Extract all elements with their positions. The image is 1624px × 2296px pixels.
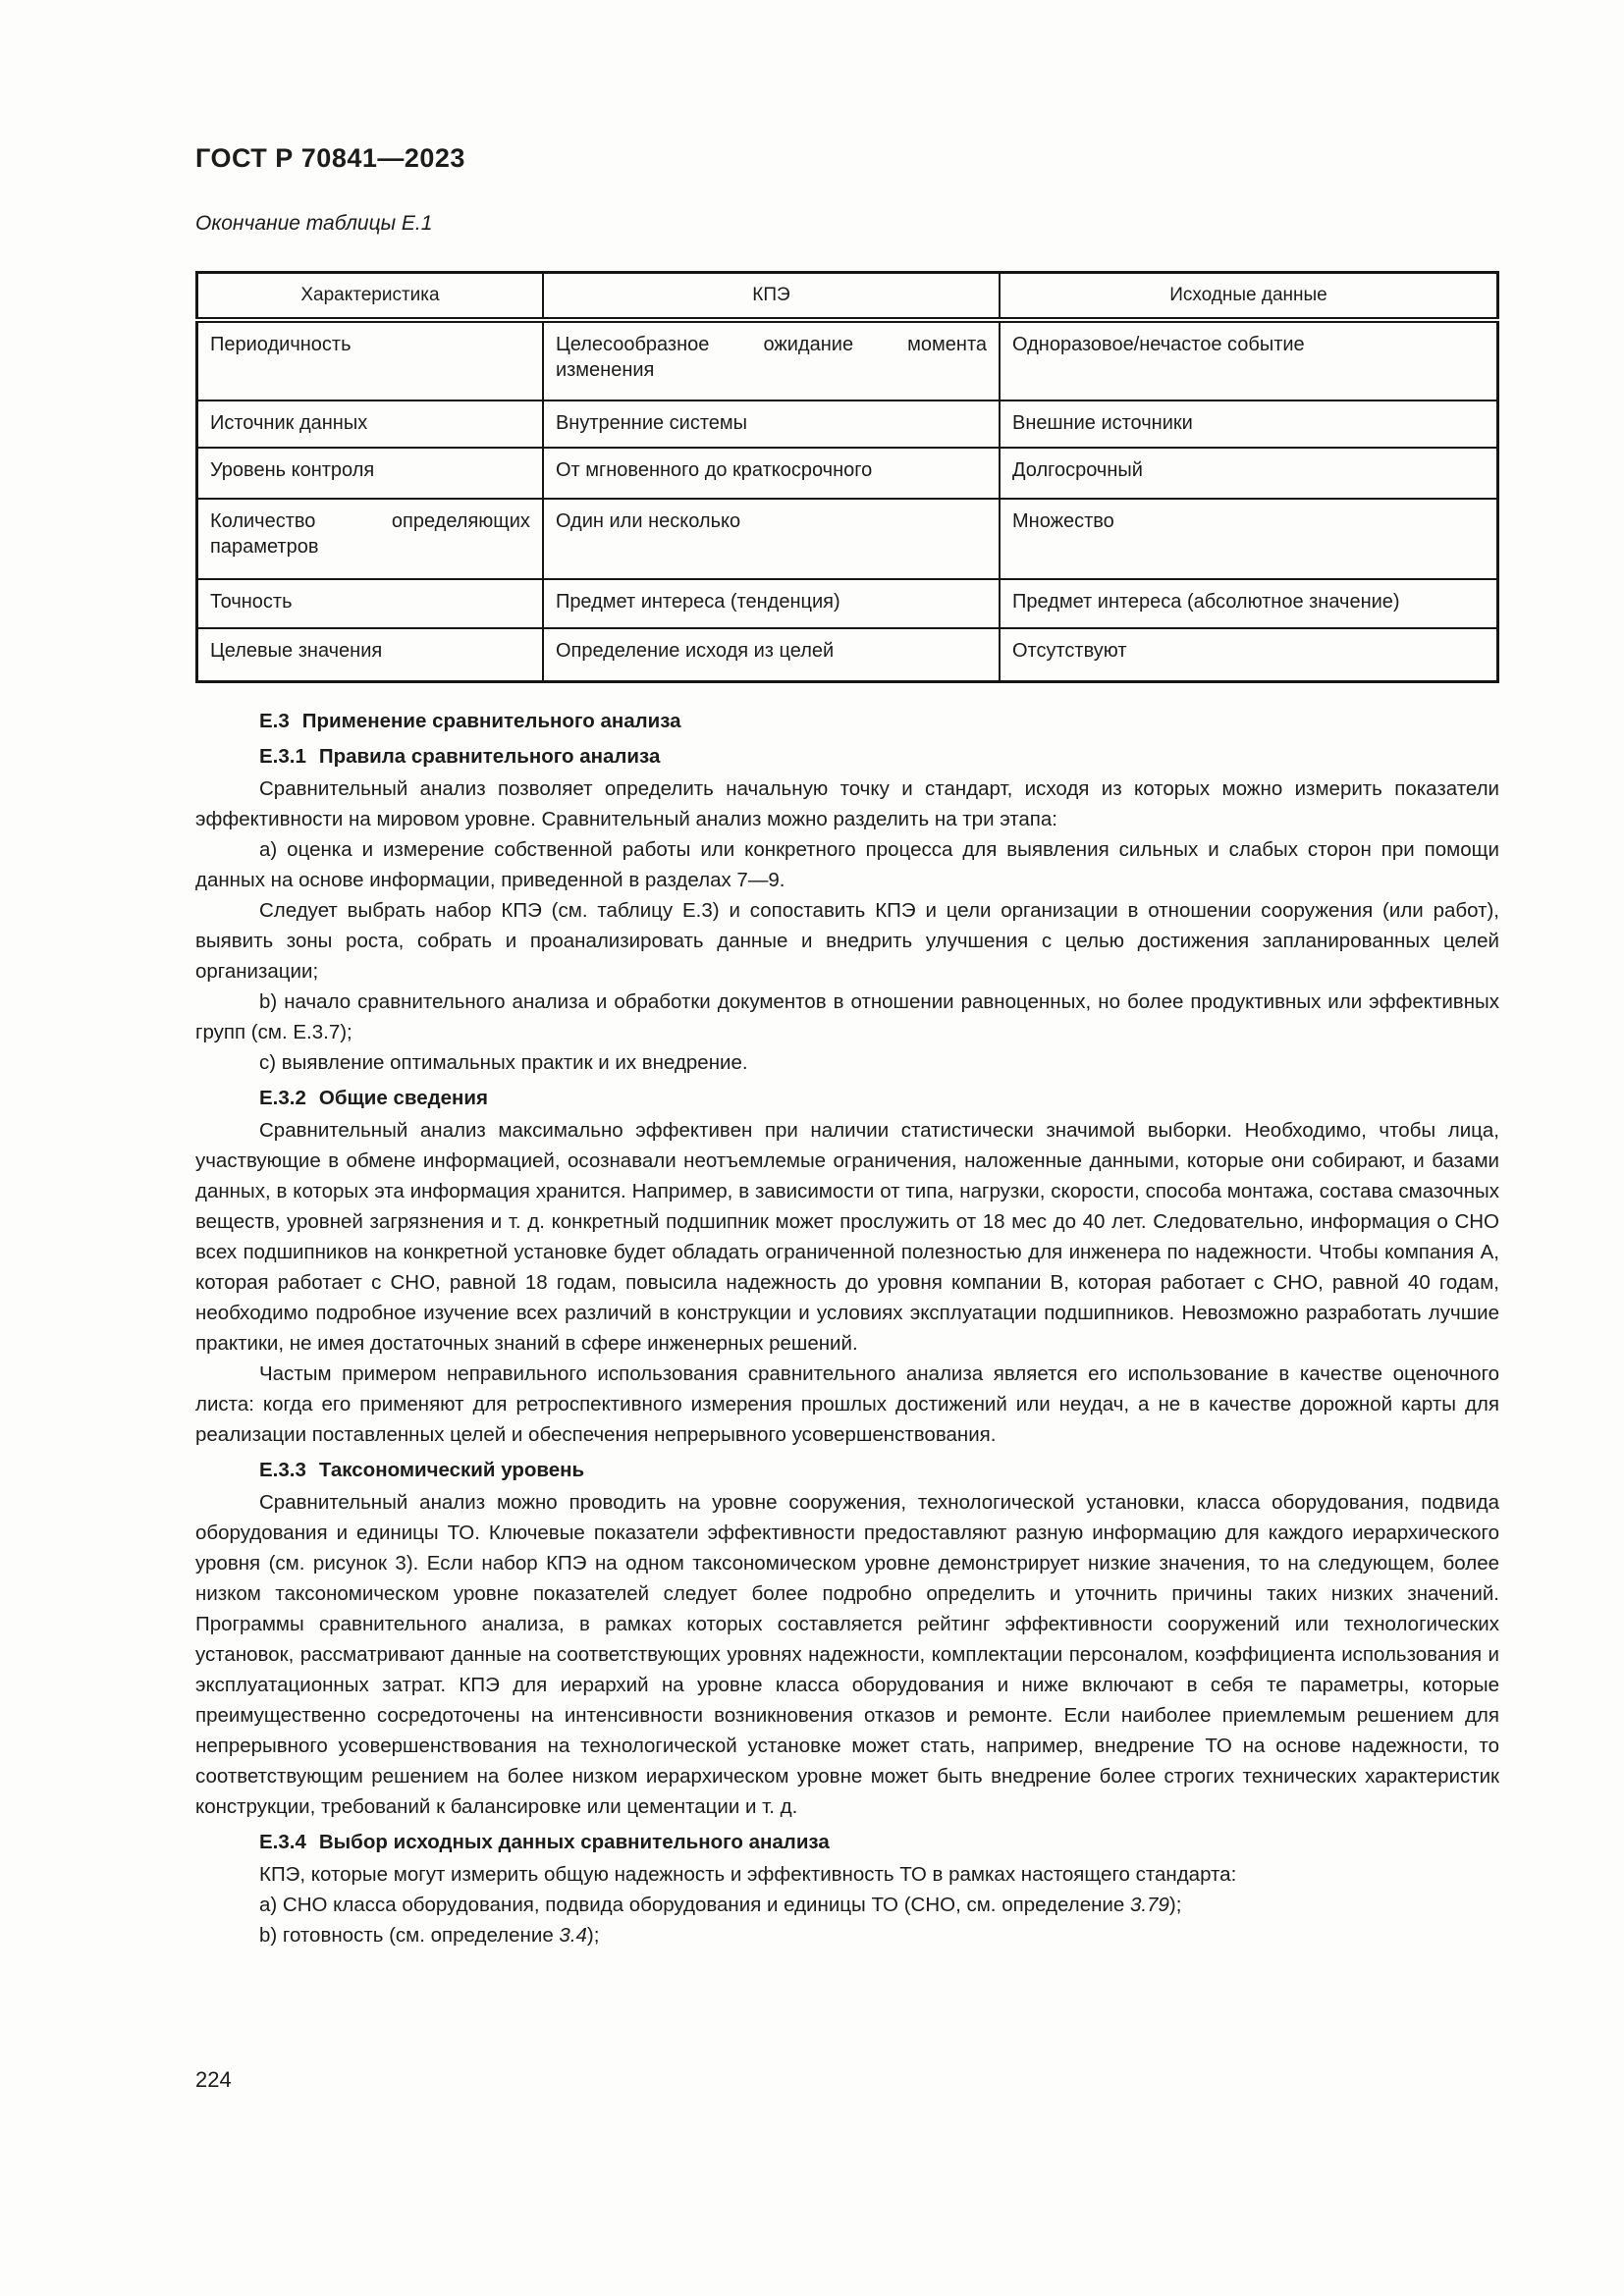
- table-header-source-data: Исходные данные: [1000, 273, 1498, 321]
- table-cell: Точность: [197, 579, 543, 628]
- table-row: [197, 400, 1498, 448]
- list-item-text: a) СНО класса оборудования, подвида оборудования и единицы ТО (СНО, см. определение: [259, 1894, 1130, 1916]
- section-heading-e32: [195, 1083, 1499, 1113]
- table-row: [197, 628, 1498, 682]
- list-item-a: a) оценка и измерение собственной работы или конкретного процесса для выявления сильных и слабых сторон при помощи данных на основе информации, приведенной в разделах 7—9.: [195, 838, 1499, 891]
- table-row: [197, 448, 1498, 499]
- body-text: [195, 701, 1499, 1950]
- section-title: Применение сравнительного анализа: [301, 710, 681, 732]
- table-cell: Источник данных: [197, 400, 543, 448]
- section-number: Е.3.4: [259, 1831, 306, 1853]
- table-row: [197, 579, 1498, 628]
- table-cell: Долгосрочный: [1000, 448, 1498, 499]
- section-heading-e31: [195, 741, 1499, 772]
- section-title: Выбор исходных данных сравнительного анализа: [318, 1831, 830, 1853]
- list-item-c: c) выявление оптимальных практик и их внедрение.: [259, 1051, 748, 1074]
- paragraph: Сравнительный анализ позволяет определить начальную точку и стандарт, исходя из которых можно измерить показатели эффективности на мировом уровне. Сравнительный анализ можно разделить на три этапа:: [195, 777, 1499, 830]
- section-title: Общие сведения: [318, 1087, 488, 1109]
- table-e1-container: [195, 271, 1499, 683]
- section-heading-e3: [195, 706, 1499, 736]
- paragraph: Следует выбрать набор КПЭ (см. таблицу Е.3) и сопоставить КПЭ и цели организации в отношении сооружения (или работ), выявить зоны роста, собрать и проанализировать данные и внедрить улучшения с целью достижения запланированных целей организации;: [195, 899, 1499, 983]
- table-e1: [195, 271, 1499, 683]
- definition-reference: 3.79: [1129, 1894, 1169, 1916]
- list-item-b: [195, 1920, 1499, 1950]
- page-number: 224: [195, 2067, 232, 2092]
- table-cell: Уровень контроля: [197, 448, 543, 499]
- definition-reference: 3.4: [559, 1924, 587, 1947]
- paragraph: Частым примером неправильного использования сравнительного анализа является его использование в качестве оценочного листа: когда его применяют для ретроспективного измерения прошлых достижений или неудач, а не в качестве дорожной карты для реализации поставленных целей и обеспечения непрерывного усовершенствования.: [195, 1362, 1499, 1446]
- section-number: Е.3.2: [259, 1087, 306, 1109]
- table-cell: От мгновенного до краткосрочного: [543, 448, 1000, 499]
- section-heading-e33: [195, 1455, 1499, 1485]
- section-number: Е.3.1: [259, 745, 306, 768]
- table-cell: Множество: [1000, 499, 1498, 579]
- section-title: Таксономический уровень: [318, 1459, 585, 1481]
- table-cell: Одноразовое/нечастое событие: [1000, 320, 1498, 400]
- table-cell: Отсутствуют: [1000, 628, 1498, 682]
- list-item-a: [195, 1890, 1499, 1920]
- section-number: Е.3.3: [259, 1459, 306, 1481]
- list-item-text: );: [586, 1924, 600, 1947]
- table-cell: Количество определяющих параметров: [197, 499, 543, 579]
- table-cell: Целесообразное ожидание момента изменения: [543, 320, 1000, 400]
- table-cell: Предмет интереса (тенденция): [543, 579, 1000, 628]
- list-item-b: b) начало сравнительного анализа и обработки документов в отношении равноценных, но более продуктивных или эффективных групп (см. Е.3.7);: [195, 990, 1499, 1043]
- table-cell: Внутренние системы: [543, 400, 1000, 448]
- table-cell: Целевые значения: [197, 628, 543, 682]
- paragraph: КПЭ, которые могут измерить общую надежность и эффективность ТО в рамках настоящего стандарта:: [259, 1863, 1237, 1886]
- paragraph: Сравнительный анализ можно проводить на уровне сооружения, технологической установки, класса оборудования, подвида оборудования и единицы ТО. Ключевые показатели эффективности предоставляют разную информацию для каждого иерархического уровня (см. рисунок 3). Если набор КПЭ на одном таксономическом уровне демонстрирует низкие значения, то на следующем, более низком таксономическом уровне показателей следует более подробно определить и уточнить причины таких низких значений. Программы сравнительного анализа, в рамках которых составляется рейтинг эффективности сооружений или технологических установок, рассматривают данные на соответствующих уровнях надежности, комплектации персоналом, коэффициента использования и эксплуатационных затрат. КПЭ для иерархий на уровне класса оборудования и ниже включают в себя те параметры, которые преимущественно сосредоточены на интенсивности возникновения отказов и ремонте. Если наиболее приемлемым решением для непрерывного усовершенствования на технологической установке может стать, например, внедрение ТО на основе надежности, то соответствующим решением на более низком иерархическом уровне может быть внедрение более строгих технических характеристик конструкции, требований к балансировке или цементации и т. д.: [195, 1491, 1499, 1818]
- section-heading-e34: [195, 1827, 1499, 1857]
- table-header-row: [197, 273, 1498, 321]
- table-header-kpi: КПЭ: [543, 273, 1000, 321]
- table-cell: Предмет интереса (абсолютное значение): [1000, 579, 1498, 628]
- table-cell: Внешние источники: [1000, 400, 1498, 448]
- section-number: Е.3: [259, 710, 290, 732]
- list-item-text: );: [1168, 1894, 1182, 1916]
- table-row: [197, 499, 1498, 579]
- table-cell: Определение исходя из целей: [543, 628, 1000, 682]
- table-header-characteristic: Характеристика: [197, 273, 543, 321]
- standard-code-header: ГОСТ Р 70841—2023: [195, 143, 465, 173]
- section-title: Правила сравнительного анализа: [318, 745, 661, 768]
- table-row: [197, 320, 1498, 400]
- list-item-text: b) готовность (см. определение: [259, 1924, 560, 1947]
- table-caption: Окончание таблицы Е.1: [195, 212, 433, 235]
- paragraph: Сравнительный анализ максимально эффективен при наличии статистически значимой выборки. Необходимо, чтобы лица, участвующие в обмене информацией, осознавали неотъемлемые ограничения, наложенные данными, которые они собирают, и базами данных, в которых эта информация хранится. Например, в зависимости от типа, нагрузки, скорости, способа монтажа, состава смазочных веществ, уровней загрязнения и т. д. конкретный подшипник может прослужить от 18 мес до 40 лет. Следовательно, информация о СНО всех подшипников на конкретной установке будет обладать ограниченной полезностью для инженера по надежности. Чтобы компания А, которая работает с СНО, равной 18 годам, повысила надежность до уровня компании В, которая работает с СНО, равной 40 годам, необходимо подробное изучение всех различий в конструкции и условиях эксплуатации подшипников. Невозможно разработать лучшие практики, не имея достаточных знаний в сфере инженерных решений.: [195, 1119, 1499, 1355]
- table-cell: Периодичность: [197, 320, 543, 400]
- table-cell: Один или несколько: [543, 499, 1000, 579]
